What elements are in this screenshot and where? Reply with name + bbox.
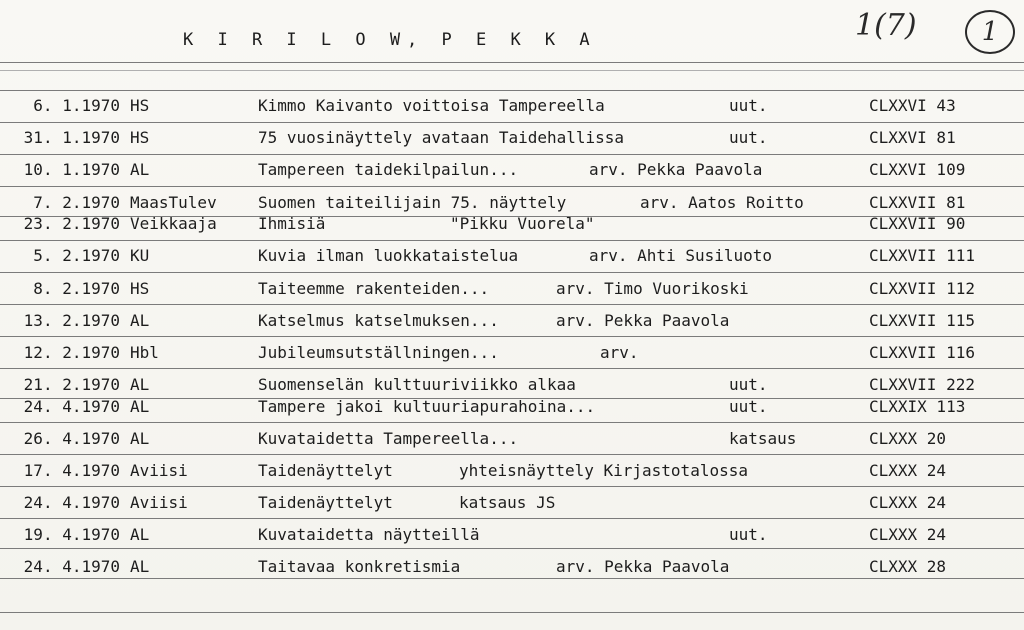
entry-title: Kimmo Kaivanto voittoisa Tampereella xyxy=(258,96,605,115)
entry-date: 23. 2.1970 xyxy=(23,214,120,233)
entry-note: yhteisnäyttely Kirjastotalossa xyxy=(459,461,748,480)
entry-reference: CLXXVI 109 xyxy=(869,160,966,179)
entry-title: Tampereen taidekilpailun... xyxy=(258,160,519,179)
list-item xyxy=(0,375,1024,397)
list-item xyxy=(0,193,1024,215)
list-item xyxy=(0,397,1024,419)
entry-note: uut. xyxy=(729,397,768,416)
entry-source: Aviisi xyxy=(130,493,188,512)
entry-title: Taidenäyttelyt xyxy=(258,461,393,480)
entry-note: uut. xyxy=(729,128,768,147)
entry-source: AL xyxy=(130,557,150,576)
entry-date: 10. 1.1970 xyxy=(23,160,120,179)
entry-date: 5. 2.1970 xyxy=(33,246,120,265)
entry-note: uut. xyxy=(729,96,768,115)
entry-reference: CLXXVII 90 xyxy=(869,214,966,233)
entry-source: AL xyxy=(130,375,150,394)
entry-title: Taidenäyttelyt xyxy=(258,493,393,512)
entry-source: Aviisi xyxy=(130,461,188,480)
entry-date: 8. 2.1970 xyxy=(33,279,120,298)
entry-source: HS xyxy=(130,96,150,115)
entry-reference: CLXXX 28 xyxy=(869,557,947,576)
entry-note: uut. xyxy=(729,525,768,544)
entry-reference: CLXXVII 112 xyxy=(869,279,975,298)
entry-date: 24. 4.1970 xyxy=(23,397,120,416)
entry-title: Kuvataidetta näytteillä xyxy=(258,525,480,544)
list-item xyxy=(0,279,1024,301)
entry-source: Veikkaaja xyxy=(130,214,217,233)
entry-source: AL xyxy=(130,160,150,179)
entry-reference: CLXXVII 222 xyxy=(869,375,975,394)
entry-reference: CLXXVII 111 xyxy=(869,246,975,265)
entry-title: Kuvia ilman luokkataistelua xyxy=(258,246,519,265)
handwritten-page-mark: 1(7) xyxy=(855,8,917,43)
entry-date: 7. 2.1970 xyxy=(33,193,120,212)
row-rule xyxy=(0,240,1024,241)
entry-date: 19. 4.1970 xyxy=(23,525,120,544)
entry-date: 31. 1.1970 xyxy=(23,128,120,147)
list-item xyxy=(0,214,1024,236)
entry-source: AL xyxy=(130,397,150,416)
list-item xyxy=(0,557,1024,579)
row-rule xyxy=(0,154,1024,155)
entry-reference: CLXXVI 81 xyxy=(869,128,956,147)
header-rule xyxy=(0,62,1024,63)
entry-title: Jubileumsutställningen... xyxy=(258,343,499,362)
entry-date: 17. 4.1970 xyxy=(23,461,120,480)
row-rule xyxy=(0,336,1024,337)
row-rule xyxy=(0,368,1024,369)
entry-note: arv. Pekka Paavola xyxy=(556,557,730,576)
entry-title: Kuvataidetta Tampereella... xyxy=(258,429,519,448)
entry-date: 12. 2.1970 xyxy=(23,343,120,362)
entry-reference: CLXXX 20 xyxy=(869,429,947,448)
entry-title: Katselmus katselmuksen... xyxy=(258,311,499,330)
list-item xyxy=(0,128,1024,150)
row-rule xyxy=(0,90,1024,91)
entry-note: arv. Aatos Roitto xyxy=(640,193,804,212)
entry-reference: CLXXVII 116 xyxy=(869,343,975,362)
entry-date: 24. 4.1970 xyxy=(23,557,120,576)
row-rule xyxy=(0,486,1024,487)
entry-note: arv. Ahti Susiluoto xyxy=(589,246,773,265)
entry-note: arv. xyxy=(600,343,639,362)
entry-note: katsaus xyxy=(729,429,797,448)
list-item xyxy=(0,246,1024,268)
entry-title: Taitavaa konkretismia xyxy=(258,557,461,576)
row-rule xyxy=(0,186,1024,187)
entry-title: Suomenselän kulttuuriviikko alkaa xyxy=(258,375,576,394)
entry-source: AL xyxy=(130,311,150,330)
entry-reference: CLXXX 24 xyxy=(869,493,947,512)
row-rule xyxy=(0,518,1024,519)
entry-note: "Pikku Vuorela" xyxy=(450,214,595,233)
row-rule xyxy=(0,272,1024,273)
entry-reference: CLXXX 24 xyxy=(869,525,947,544)
row-rule xyxy=(0,548,1024,549)
list-item xyxy=(0,493,1024,515)
list-item xyxy=(0,343,1024,365)
entry-title: Ihmisiä xyxy=(258,214,326,233)
row-rule xyxy=(0,122,1024,123)
entry-title: 75 vuosinäyttely avataan Taidehallissa xyxy=(258,128,625,147)
entry-note: arv. Pekka Paavola xyxy=(589,160,763,179)
entry-source: MaasTulev xyxy=(130,193,217,212)
entry-reference: CLXXVII 115 xyxy=(869,311,975,330)
list-item xyxy=(0,96,1024,118)
entry-source: KU xyxy=(130,246,150,265)
handwritten-circled-number: 1 xyxy=(965,10,1015,54)
list-item xyxy=(0,160,1024,182)
entry-source: AL xyxy=(130,525,150,544)
entry-source: Hbl xyxy=(130,343,159,362)
card-heading-name: K I R I L O W, P E K K A xyxy=(183,30,597,50)
row-rule xyxy=(0,304,1024,305)
entry-date: 6. 1.1970 xyxy=(33,96,120,115)
list-item xyxy=(0,311,1024,333)
list-item xyxy=(0,461,1024,483)
entry-note: katsaus JS xyxy=(459,493,556,512)
row-rule xyxy=(0,612,1024,613)
entry-title: Tampere jakoi kultuuriapurahoina... xyxy=(258,397,596,416)
entry-date: 24. 4.1970 xyxy=(23,493,120,512)
header-rule-secondary xyxy=(0,70,1024,71)
entry-source: HS xyxy=(130,128,150,147)
entry-date: 21. 2.1970 xyxy=(23,375,120,394)
entry-title: Suomen taiteilijain 75. näyttely xyxy=(258,193,567,212)
entry-reference: CLXXVII 81 xyxy=(869,193,966,212)
entry-note: arv. Timo Vuorikoski xyxy=(556,279,749,298)
entry-note: arv. Pekka Paavola xyxy=(556,311,730,330)
entry-date: 26. 4.1970 xyxy=(23,429,120,448)
entry-reference: CLXXVI 43 xyxy=(869,96,956,115)
entry-source: AL xyxy=(130,429,150,448)
row-rule xyxy=(0,422,1024,423)
entry-source: HS xyxy=(130,279,150,298)
entry-title: Taiteemme rakenteiden... xyxy=(258,279,490,298)
list-item xyxy=(0,429,1024,451)
entry-date: 13. 2.1970 xyxy=(23,311,120,330)
entry-note: uut. xyxy=(729,375,768,394)
entry-reference: CLXXX 24 xyxy=(869,461,947,480)
entry-reference: CLXXIX 113 xyxy=(869,397,966,416)
list-item xyxy=(0,525,1024,547)
row-rule xyxy=(0,454,1024,455)
